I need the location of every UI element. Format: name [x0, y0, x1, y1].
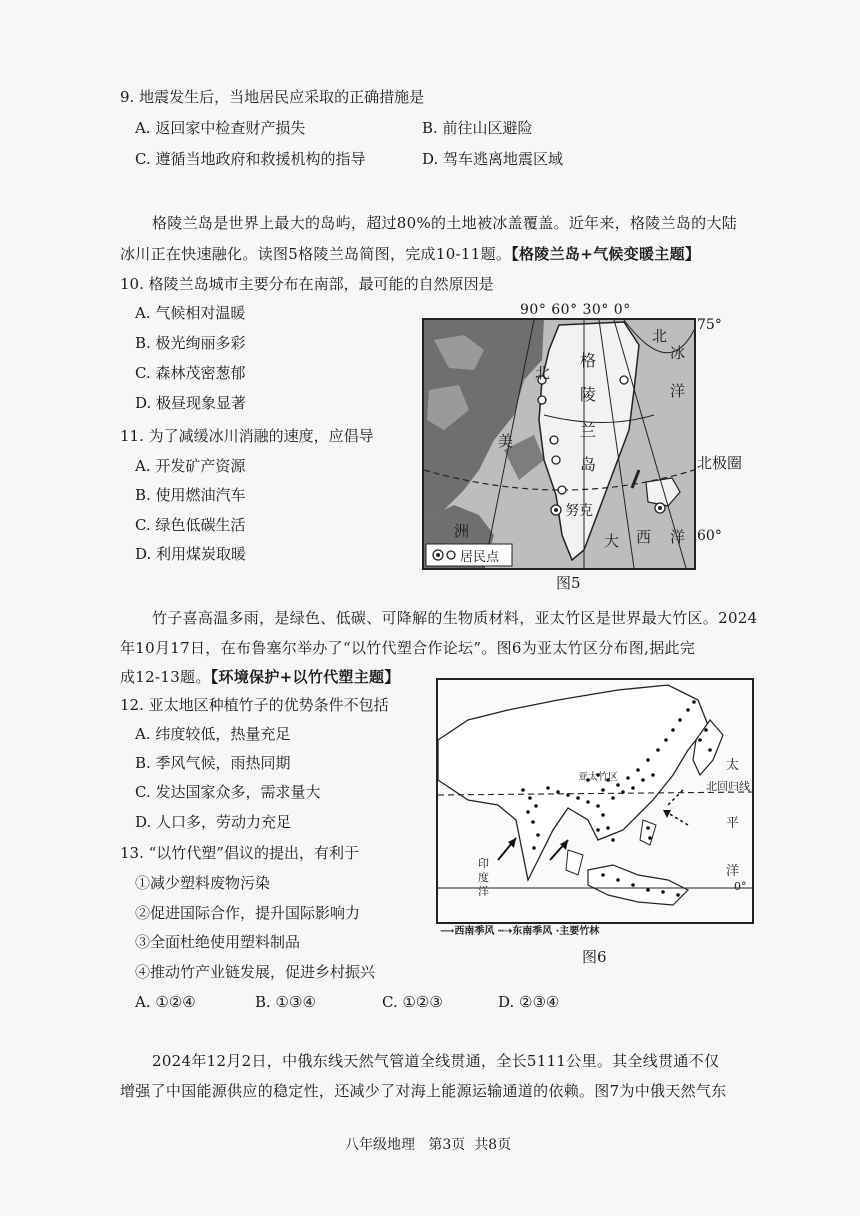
fig5-label-atlantic-1: 大 [604, 532, 620, 550]
q10-stem: 10. 格陵兰岛城市主要分布在南部，最可能的自然原因是 [120, 275, 494, 293]
q10-option-a: A. 气候相对温暖 [135, 304, 246, 322]
q13-option-a: A. ①②④ [135, 993, 196, 1011]
q13-stem: 13. “以竹代塑”倡议的提出，有利于 [120, 844, 359, 862]
q9-option-b: B. 前往山区避险 [422, 119, 533, 137]
fig5-label-north-2: 北 [652, 327, 668, 345]
q10-option-d: D. 极昼现象显著 [135, 394, 247, 412]
q12-option-d: D. 人口多，劳动力充足 [135, 813, 292, 831]
passage2-line3: 成12-13题。【环境保护+以竹代塑主题】 [120, 668, 400, 686]
q13-option-b: B. ①③④ [255, 993, 316, 1011]
asia-pacific-bamboo-map [436, 678, 754, 924]
fig5-lat-60: 60° [697, 528, 722, 544]
fig6-legend-sw: 西南季风 [454, 926, 495, 937]
fig6-label-tropic: 北回归线 [706, 780, 750, 793]
footer-page: 第3页 [428, 1137, 466, 1153]
q13-statement-3: ③全面杜绝使用塑料制品 [135, 933, 301, 951]
q11-option-b: B. 使用燃油汽车 [135, 486, 246, 504]
passage2-line2: 年10月17日，在布鲁塞尔举办了“以竹代塑合作论坛”。图6为亚太竹区分布图,据此完 [120, 639, 696, 657]
greenland-map [422, 318, 696, 570]
fig5-label-nuuk: 努克 [565, 503, 593, 519]
q12-option-a: A. 纬度较低，热量充足 [135, 725, 291, 743]
q12-stem: 12. 亚太地区种植竹子的优势条件不包括 [120, 696, 389, 714]
passage1-line1: 格陵兰岛是世界上最大的岛屿，超过80%的土地被冰盖覆盖。近年来，格陵兰岛的大陆 [152, 214, 738, 232]
q12-option-c: C. 发达国家众多，需求量大 [135, 783, 321, 801]
arrow-right-icon: ⟶ [440, 926, 455, 937]
fig5-label-greenland-3: 兰 [580, 421, 597, 440]
passage2-topic-tag: 【环境保护+以竹代塑主题】 [210, 668, 400, 686]
fig5-label-atlantic-3: 洋 [670, 528, 686, 546]
q9-option-a: A. 返回家中检查财产损失 [135, 119, 306, 137]
q13-option-d: D. ②③④ [498, 993, 560, 1011]
dashed-arrow-icon: ┅➝ [497, 926, 513, 937]
fig6-legend-se: 东南季风 [512, 926, 553, 937]
fig5-longitude-labels: 90° 60° 30° 0° [520, 302, 631, 318]
fig5-label-america-1: 美 [498, 432, 514, 450]
q11-stem: 11. 为了减缓冰川消融的速度，应倡导 [120, 427, 374, 445]
fig6-caption: 图6 [582, 948, 607, 966]
passage3-line1: 2024年12月2日，中俄东线天然气管道全线贯通，全长5111公里。其全线贯通不仅 [152, 1052, 720, 1070]
fig5-label-north: 北 [535, 364, 551, 382]
page-footer [345, 1134, 511, 1154]
fig6-label-equator: 0° [734, 880, 747, 893]
dot-icon: · [555, 926, 560, 937]
fig5-label-greenland-2: 陵 [580, 385, 597, 404]
fig5-arctic-circle-label: 北极圈 [697, 454, 743, 472]
fig6-label-pacific-3: 洋 [726, 864, 740, 879]
fig6-legend [440, 922, 599, 937]
q10-option-c: C. 森林茂密葱郁 [135, 364, 246, 382]
fig5-label-greenland-1: 格 [580, 351, 597, 370]
footer-total: 共8页 [474, 1137, 512, 1153]
fig5-label-atlantic-2: 西 [636, 528, 652, 546]
q11-option-d: D. 利用煤炭取暖 [135, 545, 247, 563]
q9-stem: 9. 地震发生后，当地居民应采取的正确措施是 [120, 88, 425, 106]
footer-subject: 八年级地理 [345, 1137, 415, 1153]
passage2-line1: 竹子喜高温多雨，是绿色、低碳、可降解的生物质材料，亚太竹区是世界最大竹区。2024 [152, 609, 758, 627]
q12-option-b: B. 季风气候，雨热同期 [135, 754, 291, 772]
fig6-label-indian-3: 洋 [478, 885, 489, 898]
fig5-label-ice: 冰 [670, 344, 686, 362]
q13-statement-1: ①减少塑料废物污染 [135, 874, 271, 892]
fig5-label-america-2: 洲 [454, 522, 470, 540]
passage3-line2: 增强了中国能源供应的稳定性，还减少了对海上能源运输通道的依赖。图7为中俄天然气东 [120, 1082, 727, 1100]
fig6-label-pacific-1: 太 [726, 758, 740, 773]
q11-option-c: C. 绿色低碳生活 [135, 516, 246, 534]
fig5-label-greenland-4: 岛 [580, 455, 597, 474]
q10-option-b: B. 极光绚丽多彩 [135, 334, 246, 352]
fig5-label-ocean: 洋 [670, 382, 686, 400]
q9-option-c: C. 遵循当地政府和救援机构的指导 [135, 150, 366, 168]
q13-statement-4: ④推动竹产业链发展，促进乡村振兴 [135, 963, 376, 981]
fig6-label-region: 亚太竹区 [578, 772, 618, 783]
q11-option-a: A. 开发矿产资源 [135, 457, 246, 475]
fig6-legend-bamboo: 主要竹林 [559, 926, 600, 937]
fig6-label-indian-1: 印 [478, 857, 489, 870]
fig5-lat-75: 75° [697, 317, 722, 333]
fig6-label-indian-2: 度 [478, 871, 489, 884]
q9-option-d: D. 驾车逃离地震区域 [422, 150, 564, 168]
q13-option-c: C. ①②③ [382, 993, 443, 1011]
fig5-legend-settlement: 居民点 [460, 550, 500, 565]
q13-statement-2: ②促进国际合作，提升国际影响力 [135, 904, 361, 922]
fig6-label-pacific-2: 平 [726, 816, 740, 831]
passage1-line2: 冰川正在快速融化。读图5格陵兰岛简图，完成10-11题。【格陵兰岛+气候变暖主题】 [120, 245, 701, 263]
passage1-topic-tag: 【格陵兰岛+气候变暖主题】 [511, 245, 701, 263]
fig5-caption: 图5 [556, 574, 581, 592]
